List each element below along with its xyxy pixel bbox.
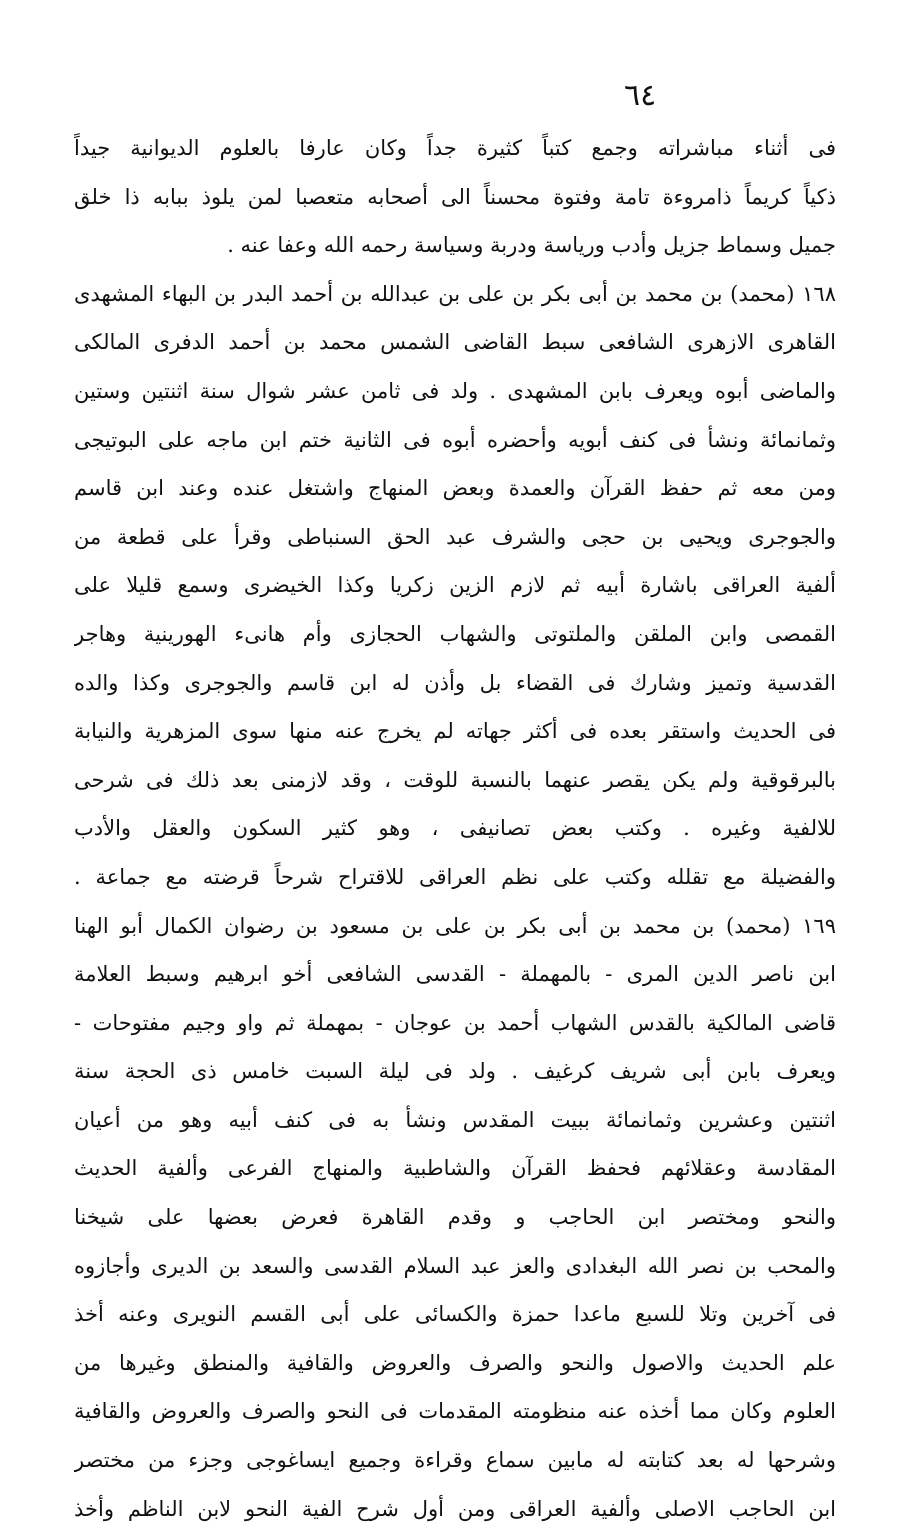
body-text [74,124,836,1533]
page-number: ٦٤ [624,78,657,113]
text-line: ابن الحاجب الاصلى وألفية العراقى ومن أول شرح الفية النحو لابن الناظم وأخذ [74,1496,836,1521]
text-line: ويعرف بابن أبى شريف كرغيف . ولد فى ليلة السبت خامس ذى الحجة سنة [74,1059,836,1084]
entry-168-line: ١٦٨ (محمد) بن محمد بن أبى بكر بن على بن عبدالله بن أحمد البدر بن البهاء المشهدى [74,281,836,306]
text-line: القاهرى الازهرى الشافعى سبط القاضى الشمس محمد بن أحمد الدفرى المالكى [74,330,836,355]
text-line: المقادسة وعقلائهم فحفظ القرآن والشاطبية والمنهاج الفرعى وألفية الحديث [74,1156,836,1181]
text-line: والماضى أبوه ويعرف بابن المشهدى . ولد فى ثامن عشر شوال سنة اثنتين وستين [74,378,836,403]
text-line: ومن معه ثم حفظ القرآن والعمدة وبعض المنهاج واشتغل عنده وعند ابن قاسم [74,476,836,501]
text-line: ذكياً كريماً ذامروءة تامة وفتوة محسناً الى أصحابه متعصبا لمن يلوذ ببابه ذا خلق [74,184,836,209]
text-line: وثمانمائة ونشأ فى كنف أبويه وأحضره أبوه فى الثانية ختم ابن ماجه على البوتيجى [74,427,836,452]
text-line: فى الحديث واستقر بعده فى أكثر جهاته لم يخرج عنه منها سوى المزهرية والنيابة [74,719,836,744]
text-line: القدسية وتميز وشارك فى القضاء بل وأذن له ابن قاسم والجوجرى وكذا والده [74,670,836,695]
text-line: والجوجرى ويحيى بن حجى والشرف عبد الحق السنباطى وقرأ على قطعة من [74,524,836,549]
text-line: بالبرقوقية ولم يكن يقصر عنهما بالنسبة للوقت ، وقد لازمنى بعد ذلك فى شرحى [74,767,836,792]
text-line: العلوم وكان مما أخذه عنه منظومته المقدمات فى النحو والصرف والعروض والقافية [74,1399,836,1424]
text-line: قاضى المالكية بالقدس الشهاب أحمد بن عوجان - بمهملة ثم واو وجيم مفتوحات - [74,1010,836,1035]
text-line: فى أثناء مباشراته وجمع كتباً كثيرة جداً وكان عارفا بالعلوم الديوانية جيداً [74,136,836,160]
text-line: ألفية العراقى باشارة أبيه ثم لازم الزين زكريا وكذا الخيضرى وسمع قليلا على [74,573,836,598]
text-line: للالفية وغيره . وكتب بعض تصانيفى ، وهو كثير السكون والعقل والأدب [74,816,836,841]
text-line: والفضيلة مع تقلله وكتب على نظم العراقى للاقتراح شرحاً قرضته مع جماعة . [74,864,836,889]
text-line: والنحو ومختصر ابن الحاجب و وقدم القاهرة فعرض بعضها على شيخنا [74,1205,836,1230]
text-line: جميل وسماط جزيل وأدب ورياسة ودربة وسياسة رحمه الله وعفا عنه . [227,233,836,258]
text-line: وشرحها له بعد كتابته له مابين سماع وقراءة وجميع ايساغوجى وجزء من مختصر [74,1448,836,1473]
text-line: القمصى وابن الملقن والملتوتى والشهاب الحجازى وأم هانىء الهورينية وهاجر [74,621,836,646]
text-line: اثنتين وعشرين وثمانمائة ببيت المقدس ونشأ به فى كنف أبيه وهو من أعيان [74,1107,836,1132]
text-line: علم الحديث والاصول والنحو والصرف والعروض والقافية والمنطق وغيرها من [74,1350,836,1375]
text-line: ابن ناصر الدين المرى - بالمهملة - القدسى الشافعى أخو ابرهيم وسبط العلامة [74,962,836,987]
entry-169-line: ١٦٩ (محمد) بن محمد بن أبى بكر بن على بن مسعود بن رضوان الكمال أبو الهنا [74,913,836,938]
text-line: فى آخرين وتلا للسبع ماعدا حمزة والكسائى على أبى القسم النويرى وعنه أخذ [74,1302,836,1327]
text-line: والمحب بن نصر الله البغدادى والعز عبد السلام القدسى والسعد بن الديرى وأجازوه [74,1253,836,1278]
